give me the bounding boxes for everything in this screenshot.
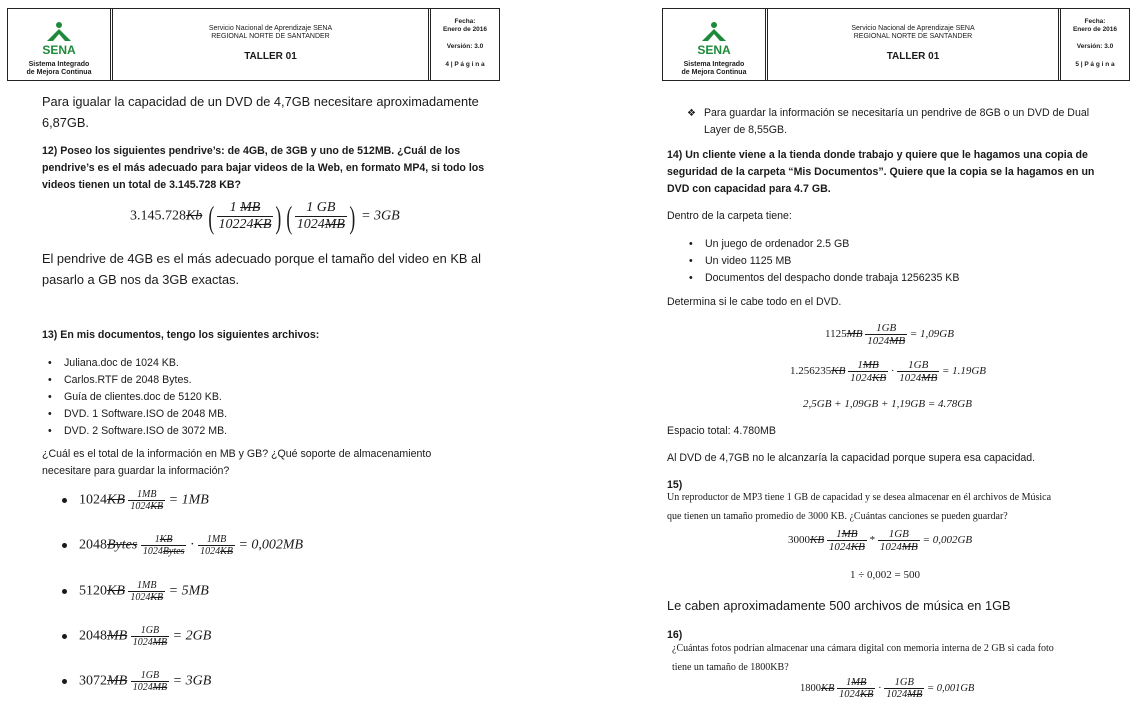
header-meta: Fecha: Enero de 2016 Versión: 3.0 5 | P á g i n a [1061, 9, 1129, 80]
list-item: • Un juego de ordenador 2.5 GB [683, 236, 959, 253]
sena-logo [8, 9, 113, 80]
document-page-right [580, 0, 1139, 709]
question-15-line1: Un reproductor de MP3 tiene 1 GB de capacidad y se desea almacenar en él archivos de Música [667, 492, 1052, 503]
equation-15-division: 1 ÷ 0,002 = 500 [850, 569, 920, 581]
page-number: 4 | P á g i n a [445, 60, 485, 68]
equation-14b: 1.256235KB $\frac{1MB}{1024KB}$ · $\frac{1GB}{1024MB}$ = 1.19GB [790, 359, 987, 384]
doc-title: TALLER 01 [244, 51, 297, 62]
document-page-left [0, 0, 560, 709]
intro-line: Para igualar la capacidad de un DVD de 4,7GB necesitare aproximadamente [42, 94, 479, 109]
page-header [7, 8, 500, 81]
folder-intro: Dentro de la carpeta tiene: [667, 210, 792, 222]
list-item: • DVD. 2 Software.ISO de 3072 MB. [42, 423, 227, 440]
list-item: • Documentos del despacho donde trabaja 1256235 KB [683, 270, 959, 287]
header-title-block [113, 9, 431, 80]
conversion-4: 2048MB $\frac{1GB}{1024MB}$ = 2GB [62, 625, 211, 648]
question-14-line1: 14) Un cliente viene a la tienda donde trabajo y quiere que le hagamos una copia de [667, 149, 1088, 161]
equation-14a: 1125MB $\frac{1GB}{1024MB}$ = 1,09GB [825, 322, 954, 347]
question-12-line2: pendrive’s es el más adecuado para bajar videos de la Web, en formato MP4, si todo los [42, 162, 485, 174]
system-label: Sistema Integrado de Mejora Continua [26, 61, 92, 76]
question-13b-line1: ¿Cuál es el total de la información en MB y GB? ¿Qué soporte de almacenamiento [42, 448, 432, 460]
storage-note-line2: Layer de 8,55GB. [704, 124, 788, 136]
org-name: Servicio Nacional de Aprendizaje SENA [208, 25, 333, 32]
question-14-line3: DVD con capacidad para 4.7 GB. [667, 183, 831, 195]
list-item: • Carlos.RTF de 2048 Bytes. [42, 372, 227, 389]
svg-text:SENA: SENA [697, 43, 731, 57]
storage-note-line1: ❖ Para guardar la información se necesitaría un pendrive de 8GB o un DVD de Dual [687, 107, 1090, 119]
sena-logo [663, 9, 768, 80]
list-item: • Guía de clientes.doc de 5120 KB. [42, 389, 227, 406]
conclusion-14: Al DVD de 4,7GB no le alcanzaría la capacidad porque supera esa capacidad. [667, 452, 1036, 464]
page-gutter [560, 0, 580, 709]
svg-text:SENA: SENA [42, 43, 76, 57]
conversion-3: 5120KB $\frac{1MB}{1024KB}$ = 5MB [62, 580, 209, 603]
page-header [662, 8, 1130, 81]
answer-12-line2: pasarlo a GB nos da 3GB exactas. [42, 272, 240, 287]
sena-logo-icon [692, 21, 736, 57]
conversion-2: 2048Bytes $\frac{1KB}{\text{1024Bytes}}$ · $\frac{1MB}{1024KB}$ = 0,002MB [62, 534, 303, 557]
answer-12-line1: El pendrive de 4GB es el más adecuado porque el tamaño del video en KB al [42, 251, 481, 266]
answer-15: Le caben aproximadamente 500 archivos de música en 1GB [667, 598, 1011, 613]
equation-12: 3.145.728Kb ( $\frac{1 MB}{10224KB}$ ) ( $\frac{1 GB}{1024MB}$ ) = 3GB [130, 198, 400, 235]
system-label: Sistema Integrado de Mejora Continua [681, 61, 747, 76]
conversion-5: 3072MB $\frac{1GB}{1024MB}$ = 3GB [62, 670, 211, 693]
question-13b-line2: necesitare para guardar la información? [42, 465, 230, 477]
equation-14-sum: 2,5GB + 1,09GB + 1,19GB = 4.78GB [803, 398, 972, 410]
file-list [42, 355, 227, 440]
list-item: • Un video 1125 MB [683, 253, 959, 270]
conversion-1: 1024KB $\frac{1MB}{1024KB}$ = 1MB [62, 489, 209, 512]
question-15-number: 15) [667, 479, 683, 491]
equation-15: 3000KB $\frac{1MB}{1024KB}$ * $\frac{1GB}{1024MB}$ = 0,002GB [788, 528, 973, 553]
page-number: 5 | P á g i n a [1075, 60, 1115, 68]
intro-line-2: 6,87GB. [42, 115, 89, 130]
question-16-line2: tiene un tamaño de 1800KB? [672, 662, 789, 673]
question-12-line1: 12) Poseo los siguientes pendrive’s: de 4GB, de 3GB y uno de 512MB. ¿Cuál de los [42, 145, 461, 157]
question-14-line2: seguridad de la carpeta “Mis Documentos”. Quiere que la copia se la hagamos en un [667, 166, 1095, 178]
question-16-line1: ¿Cuántas fotos podrían almacenar una cámara digital con memoria interna de 2 GB si cada foto [672, 643, 1054, 654]
doc-title: TALLER 01 [886, 51, 940, 62]
equation-16: 1800KB $\frac{1MB}{1024KB}$ · $\frac{1GB}{1024MB}$ = 0,001GB [800, 677, 975, 700]
region-name: REGIONAL NORTE DE SANTANDER [211, 33, 330, 40]
org-name: Servicio Nacional de Aprendizaje SENA [851, 25, 975, 32]
question-16-number: 16) [667, 629, 683, 641]
folder-list [683, 236, 959, 287]
sena-logo-icon [37, 21, 81, 57]
question-12-line3: videos tienen un total de 3.145.728 KB? [42, 179, 241, 191]
determine-text: Determina si le cabe todo en el DVD. [667, 296, 842, 308]
region-name: REGIONAL NORTE DE SANTANDER [853, 33, 973, 40]
header-meta: Fecha: Enero de 2016 Versión: 3.0 4 | P á g i n a [431, 9, 499, 80]
list-item: • Juliana.doc de 1024 KB. [42, 355, 227, 372]
total-space: Espacio total: 4.780MB [667, 425, 776, 437]
list-item: • DVD. 1 Software.ISO de 2048 MB. [42, 406, 227, 423]
question-15-line2: que tienen un tamaño promedio de 3000 KB. ¿Cuántas canciones se pueden guardar? [667, 511, 1008, 522]
diamond-bullet-icon: ❖ [687, 108, 696, 119]
header-title-block [768, 9, 1061, 80]
question-13: 13) En mis documentos, tengo los siguientes archivos: [42, 329, 320, 341]
